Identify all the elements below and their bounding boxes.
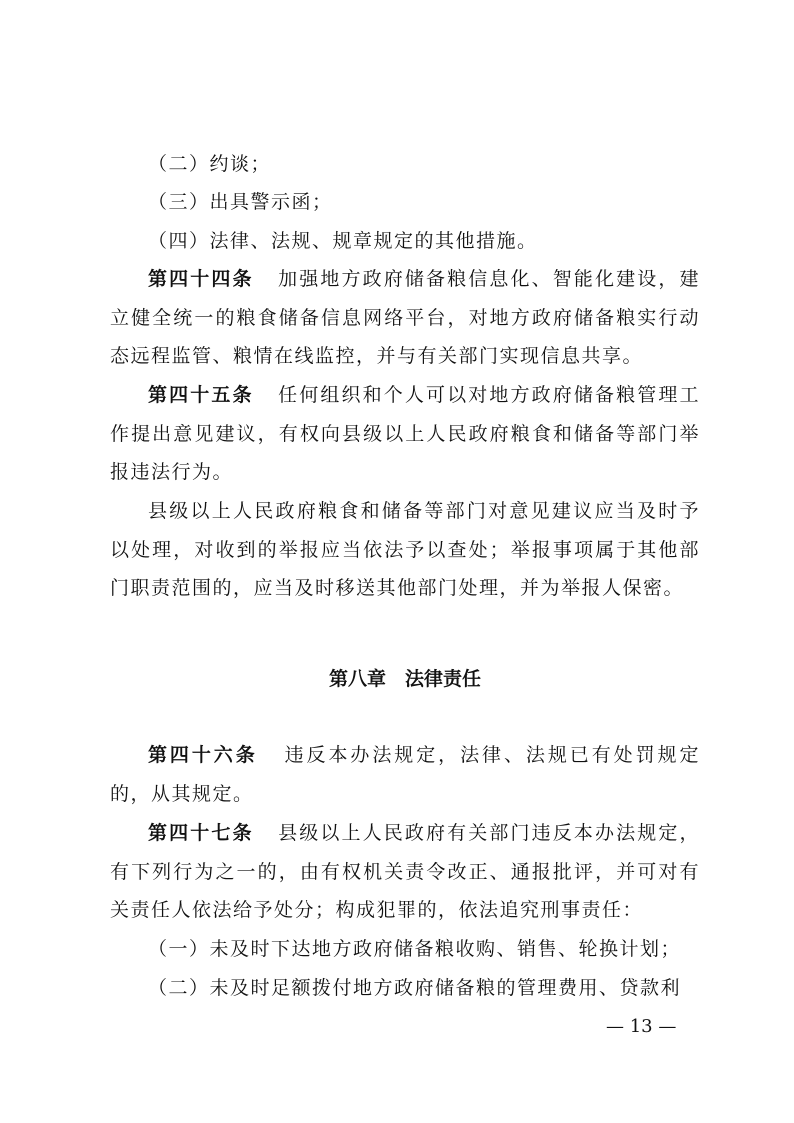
article-46-title: 第四十六条 (148, 744, 258, 766)
article-45-paragraph-2: 县级以上人民政府粮食和储备等部门对意见建议应当及时予以处理，对收到的举报应当依法予以查处；举报事项属于其他部门职责范围的，应当及时移送其他部门处理，并为举报人保密。 (110, 500, 700, 599)
article-44-body: 加强地方政府储备粮信息化、智能化建设，建立健全统一的粮食储备信息网络平台，对地方政府储备粮实行动态远程监管、粮情在线监控，并与有关部门实现信息共享。 (110, 268, 700, 367)
article-47-body: 县级以上人民政府有关部门违反本办法规定，有下列行为之一的，由有权机关责令改正、通报批评，并可对有关责任人依法给予处分；构成犯罪的，依法追究刑事责任： (110, 822, 700, 921)
chapter-title: 第八章 法律责任 (328, 668, 481, 690)
article-45 (110, 376, 700, 492)
article-45-title: 第四十五条 (148, 384, 254, 406)
list-item-2: （二）约谈； (148, 153, 272, 175)
article-46-body: 违反本办法规定，法律、法规已有处罚规定的，从其规定。 (110, 744, 700, 805)
list-item-4: （四）法律、法规、规章规定的其他措施。 (148, 230, 538, 252)
article-47 (110, 814, 700, 930)
article-46 (110, 736, 700, 813)
article-44 (110, 260, 700, 376)
article-45-body: 任何组织和个人可以对地方政府储备粮管理工作提出意见建议，有权向县级以上人民政府粮食和储备等部门举报违法行为。 (110, 384, 700, 483)
article-47-title: 第四十七条 (148, 822, 254, 844)
list-item-3: （三）出具警示函； (148, 191, 333, 213)
article-47-item-1: （一）未及时下达地方政府储备粮收购、销售、轮换计划； (148, 938, 682, 960)
article-47-item-2: （二）未及时足额拨付地方政府储备粮的管理费用、贷款利 (148, 977, 682, 999)
article-44-title: 第四十四条 (148, 268, 254, 290)
page-number: — 13 — (606, 1016, 677, 1037)
